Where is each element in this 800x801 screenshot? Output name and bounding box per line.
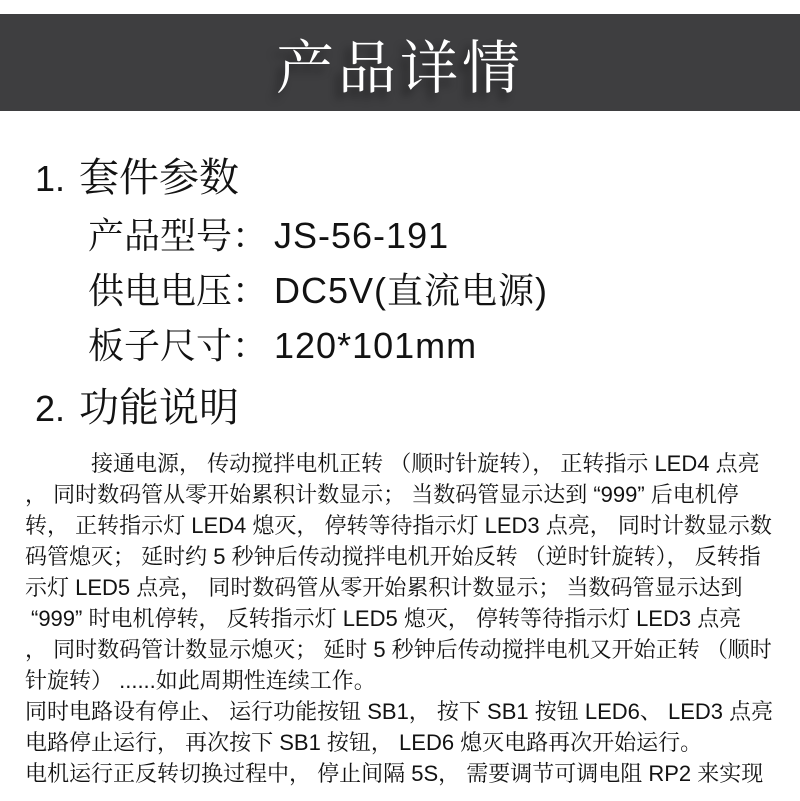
section-number: 1. (35, 158, 66, 199)
description-line: 转， 正转指示灯 LED4 熄灭， 停转等待指示灯 LED3 点亮， 同时计数显示数 (25, 513, 772, 538)
function-description (25, 448, 780, 789)
parameters-list (88, 208, 800, 373)
param-value: JS-56-191 (274, 215, 450, 256)
description-line: 接通电源， 传动搅拌电机正转 （顺时针旋转）， 正转指示 LED4 点亮 (91, 451, 760, 476)
section-heading-function (35, 383, 800, 434)
section-heading-parameters (35, 153, 800, 204)
description-line: ， 同时数码管从零开始累积计数显示； 当数码管显示达到 “999” 后电机停 (25, 482, 739, 507)
param-row-voltage (88, 263, 800, 318)
param-label: 产品型号： (88, 215, 269, 256)
section-number: 2. (35, 388, 66, 429)
section-title: 功能说明 (79, 386, 240, 430)
param-label: 供电电压： (88, 270, 269, 311)
description-line: “999” 时电机停转， 反转指示灯 LED5 熄灭， 停转等待指示灯 LED3 点亮 (31, 606, 742, 631)
param-label: 板子尺寸： (88, 325, 269, 366)
param-row-model (88, 208, 800, 263)
description-line: ， 同时数码管计数显示熄灭； 延时 5 秒钟后传动搅拌电机又开始正转 （顺时 (25, 637, 772, 662)
description-line: 同时电路设有停止、 运行功能按钮 SB1， 按下 SB1 按钮 LED6、 LED3 点亮 (25, 699, 774, 724)
param-value: DC5V(直流电源) (274, 270, 549, 311)
param-value: 120*101mm (274, 325, 478, 366)
description-line: 针旋转） ......如此周期性连续工作。 (25, 668, 376, 693)
banner (0, 14, 800, 111)
description-line: 示灯 LED5 点亮， 同时数码管从零开始累积计数显示； 当数码管显示达到 (25, 575, 743, 600)
description-line: 码管熄灭； 延时约 5 秒钟后传动搅拌电机开始反转 （逆时针旋转）， 反转指 (25, 544, 761, 569)
description-line: 电路停止运行， 再次按下 SB1 按钮， LED6 熄灭电路再次开始运行。 (25, 730, 703, 755)
page-title: 产品详情 (275, 35, 524, 101)
description-line: 电机运行正反转切换过程中， 停止间隔 5S， 需要调节可调电阻 RP2 来实现 (25, 761, 764, 786)
section-title: 套件参数 (79, 156, 240, 200)
param-row-board-size (88, 318, 800, 373)
product-detail-page (0, 14, 800, 801)
